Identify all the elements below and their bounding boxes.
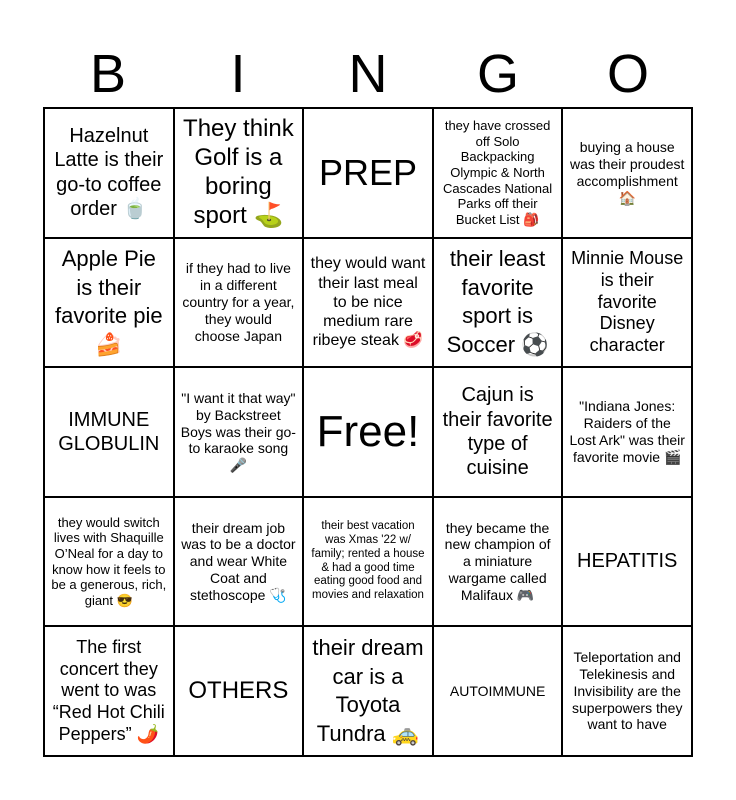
free-space-cell[interactable]: Free! — [303, 367, 433, 497]
bingo-header — [43, 42, 693, 106]
bingo-cell[interactable]: they have crossed off Solo Backpacking Olympic & North Cascades National Parks off their Bucket List 🎒 — [433, 108, 563, 238]
bingo-cell[interactable]: Apple Pie is their favorite pie 🍰 — [44, 238, 174, 368]
header-letter-n: N — [348, 44, 388, 104]
header-letter-b: B — [89, 44, 127, 104]
header-letter-o: O — [606, 44, 649, 104]
bingo-cell[interactable]: they would want their last meal to be nice medium rare ribeye steak 🥩 — [303, 238, 433, 368]
bingo-cell[interactable]: OTHERS — [174, 626, 304, 756]
bingo-cell[interactable]: "I want it that way" by Backstreet Boys was their go-to karaoke song 🎤 — [174, 367, 304, 497]
bingo-cell[interactable]: The first concert they went to was “Red Hot Chili Peppers” 🌶️ — [44, 626, 174, 756]
bingo-cell[interactable]: their best vacation was Xmas '22 w/ family; rented a house & had a good time eating good food and movies and relaxation — [303, 497, 433, 627]
bingo-cell[interactable]: buying a house was their proudest accomplishment 🏠 — [562, 108, 692, 238]
bingo-cell[interactable]: they would switch lives with Shaquille O’Neal for a day to know how it feels to be a generous, rich, giant 😎 — [44, 497, 174, 627]
bingo-board — [43, 107, 693, 757]
bingo-cell[interactable]: their dream job was to be a doctor and wear White Coat and stethoscope 🩺 — [174, 497, 304, 627]
bingo-cell[interactable]: their least favorite sport is Soccer ⚽ — [433, 238, 563, 368]
bingo-cell[interactable]: if they had to live in a different country for a year, they would choose Japan — [174, 238, 304, 368]
bingo-cell[interactable]: They think Golf is a boring sport ⛳ — [174, 108, 304, 238]
bingo-cell[interactable]: "Indiana Jones: Raiders of the Lost Ark" was their favorite movie 🎬 — [562, 367, 692, 497]
bingo-cell[interactable]: Minnie Mouse is their favorite Disney character — [562, 238, 692, 368]
bingo-cell[interactable]: Hazelnut Latte is their go-to coffee order 🍵 — [44, 108, 174, 238]
bingo-cell[interactable]: PREP — [303, 108, 433, 238]
header-letter-i: I — [230, 44, 246, 104]
bingo-cell[interactable]: Cajun is their favorite type of cuisine — [433, 367, 563, 497]
bingo-cell[interactable]: they became the new champion of a miniature wargame called Malifaux 🎮 — [433, 497, 563, 627]
bingo-cell[interactable]: Teleportation and Telekinesis and Invisibility are the superpowers they want to have — [562, 626, 692, 756]
bingo-cell[interactable]: IMMUNE GLOBULIN — [44, 367, 174, 497]
bingo-cell[interactable]: AUTOIMMUNE — [433, 626, 563, 756]
bingo-cell[interactable]: HEPATITIS — [562, 497, 692, 627]
bingo-cell[interactable]: their dream car is a Toyota Tundra 🚕 — [303, 626, 433, 756]
header-letter-g: G — [476, 44, 519, 104]
